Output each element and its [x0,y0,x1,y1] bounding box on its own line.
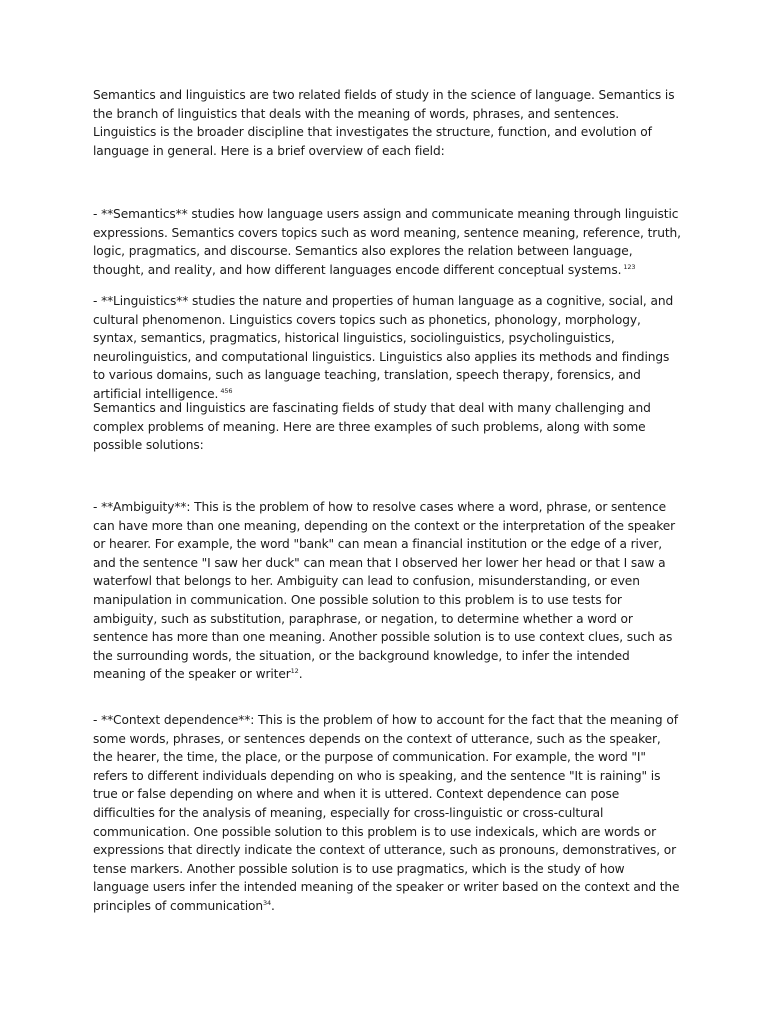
problems-intro-text: Semantics and linguistics are fascinating fields of study that deal with many challenging and complex problems of meaning. Here are three examples of such problems, along with some possible solutions: [93,401,651,453]
ambiguity-footnote-refs[interactable]: 12 [290,667,299,676]
intro-paragraph [93,86,683,160]
linguistics-footnote-refs[interactable]: 456 [220,386,233,395]
context-dependence-item [93,711,683,916]
semantics-text: - **Semantics** studies how language users assign and communicate meaning through linguistic expressions. Semantics covers topics such as word meaning, sentence meaning, reference, truth, logic, pragmatics, and discourse. Semantics also explores the relation between language, thought, and reality, and how different languages encode different conceptual systems. [93,207,681,277]
ambiguity-text: - **Ambiguity**: This is the problem of how to resolve cases where a word, phrase, or sentence can have more than one meaning, depending on the context or the interpretation of the speaker or hearer. For example, the word "bank" can mean a financial institution or the edge of a river, and the sentence "I saw her duck" can mean that I observed her lower her head or that I saw a waterfowl that belongs to her. Ambiguity can lead to confusion, misunderstanding, or even manipulation in communication. One possible solution to this problem is to use tests for ambiguity, such as substitution, paraphrase, or negation, to determine whether a word or sentence has more than one meaning. Another possible solution is to use context clues, such as the surrounding words, the situation, or the background knowledge, to infer the intended meaning of the speaker or writer [93,500,676,682]
linguistics-text: - **Linguistics** studies the nature and properties of human language as a cognitive, social, and cultural phenomenon. Linguistics covers topics such as phonetics, phonology, morphology, syntax, semantics, pragmatics, historical linguistics, sociolinguistics, psycholinguistics, neurolinguistics, and computational linguistics. Linguistics also applies its methods and findings to various domains, such as language teaching, translation, speech therapy, forensics, and artificial intelligence. [93,294,674,401]
context-text: - **Context dependence**: This is the problem of how to account for the fact that the meaning of some words, phrases, or sentences depends on the context of utterance, such as the speaker, the hearer, the time, the place, or the purpose of communication. For example, the word "I" refers to different individuals depending on who is speaking, and the sentence "It is raining" is true or false depending on where and when it is uttered. Context dependence can pose difficulties for the analysis of meaning, especially for cross-linguistic or cross-cultural communication. One possible solution to this problem is to use indexicals, which are words or expressions that directly indicate the context of utterance, such as pronouns, demonstratives, or tense markers. Another possible solution is to use pragmatics, which is the study of how language users infer the intended meaning of the speaker or writer based on the context and the principles of communication [93,713,680,913]
context-footnote-refs[interactable]: 34 [262,898,272,907]
ambiguity-item [93,498,683,684]
semantics-item [93,205,683,279]
context-end: . [271,898,275,913]
linguistics-item [93,292,683,404]
ambiguity-end: . [298,667,303,682]
semantics-footnote-refs[interactable]: 123 [623,262,636,271]
problems-intro-paragraph [93,399,683,455]
intro-text: Semantics and linguistics are two related fields of study in the science of language. Semantics is the branch of linguistics that deals with the meaning of words, phrases, and sentences. Linguistics is the broader discipline that investigates the structure, function, and evolution of language in general. Here is a brief overview of each field: [93,88,675,158]
